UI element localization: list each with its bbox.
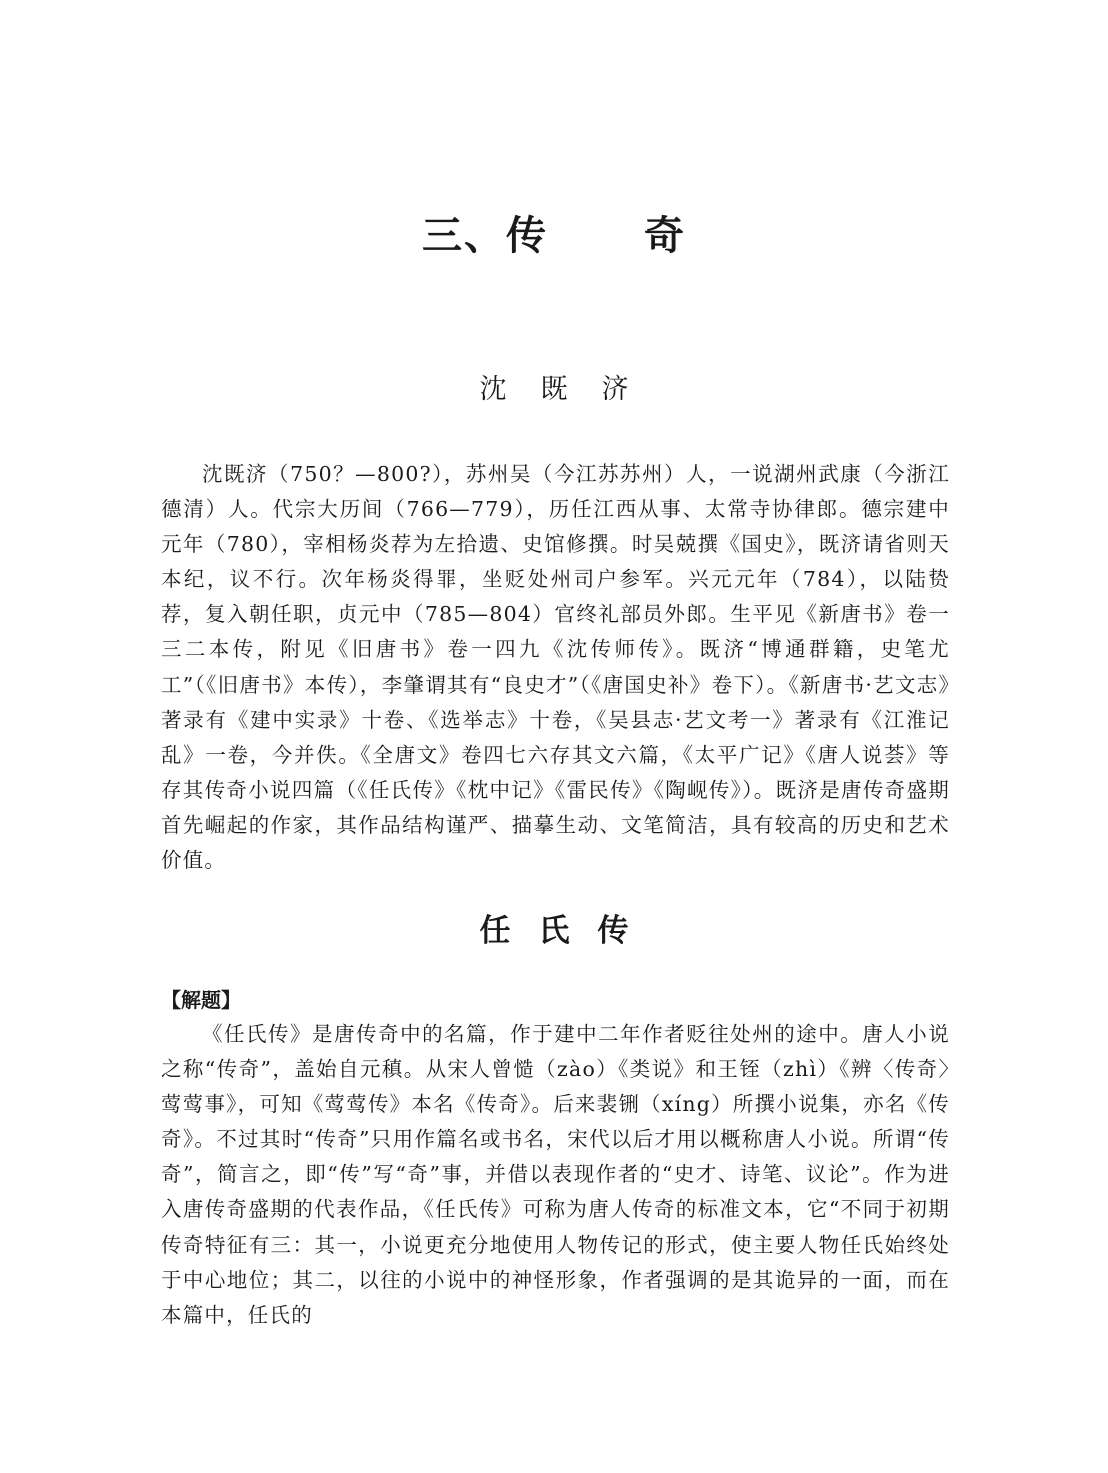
intro-paragraph: 《任氏传》是唐传奇中的名篇，作于建中二年作者贬往处州的途中。唐人小说之称“传奇”，盖始自元稹。从宋人曾慥（zào）《类说》和王铚（zhì）《辨〈传奇〉莺莺事》，可知《莺莺传》本名《传奇》。后来裴铏（xíng）所撰小说集，亦名《传奇》。不过其时“传奇”只用作篇名或书名，宋代以后才用以概称唐人小说。所谓“传奇”，简言之，即“传”写“奇”事，并借以表现作者的“史才、诗笔、议论”。作为进入唐传奇盛期的代表作品，《任氏传》可称为唐人传奇的标准文本，它“不同于初期传奇特征有三：其一，小说更充分地使用人物传记的形式，使主要人物任氏始终处于中心地位；其二，以往的小说中的神怪形象，作者强调的是其诡异的一面，而在本篇中，任氏的 xyxy=(161,1022,950,1327)
work-title xyxy=(0,908,1108,954)
work-title-char: 任 xyxy=(479,913,511,949)
work-title-char: 氏 xyxy=(538,913,570,949)
author-name-char: 沈 xyxy=(479,374,507,405)
author-name-char: 既 xyxy=(540,374,568,405)
author-biography xyxy=(161,457,950,878)
chapter-title-left: 三、传 xyxy=(422,212,548,259)
chapter-title xyxy=(0,206,1108,266)
chapter-title-right: 奇 xyxy=(644,212,686,259)
work-title-char: 传 xyxy=(597,913,629,949)
biography-paragraph: 沈既济（750？—800?），苏州吴（今江苏苏州）人，一说湖州武康（今浙江德清）人。代宗大历间（766—779），历任江西从事、太常寺协律郎。德宗建中元年（780），宰相杨炎荐为左拾遗、史馆修撰。时吴兢撰《国史》，既济请省则天本纪，议不行。次年杨炎得罪，坐贬处州司户参军。兴元元年（784），以陆贽荐，复入朝任职，贞元中（785—804）官终礼部员外郎。生平见《新唐书》卷一三二本传，附见《旧唐书》卷一四九《沈传师传》。既济“博通群籍，史笔尤工”（《旧唐书》本传），李肇谓其有“良史才”（《唐国史补》卷下）。《新唐书·艺文志》著录有《建中实录》十卷、《选举志》十卷，《吴县志·艺文考一》著录有《江淮记乱》一卷，今并佚。《全唐文》卷四七六存其文六篇，《太平广记》《唐人说荟》等存其传奇小说四篇（《任氏传》《枕中记》《雷民传》《陶岘传》）。既济是唐传奇盛期首先崛起的作家，其作品结构谨严、描摹生动、文笔简洁，具有较高的历史和艺术价值。 xyxy=(161,462,950,873)
section-label-jieti: 【解题】 xyxy=(161,988,241,1012)
intro-text xyxy=(161,1017,950,1333)
author-name-char: 济 xyxy=(601,374,629,405)
author-name xyxy=(0,370,1108,410)
